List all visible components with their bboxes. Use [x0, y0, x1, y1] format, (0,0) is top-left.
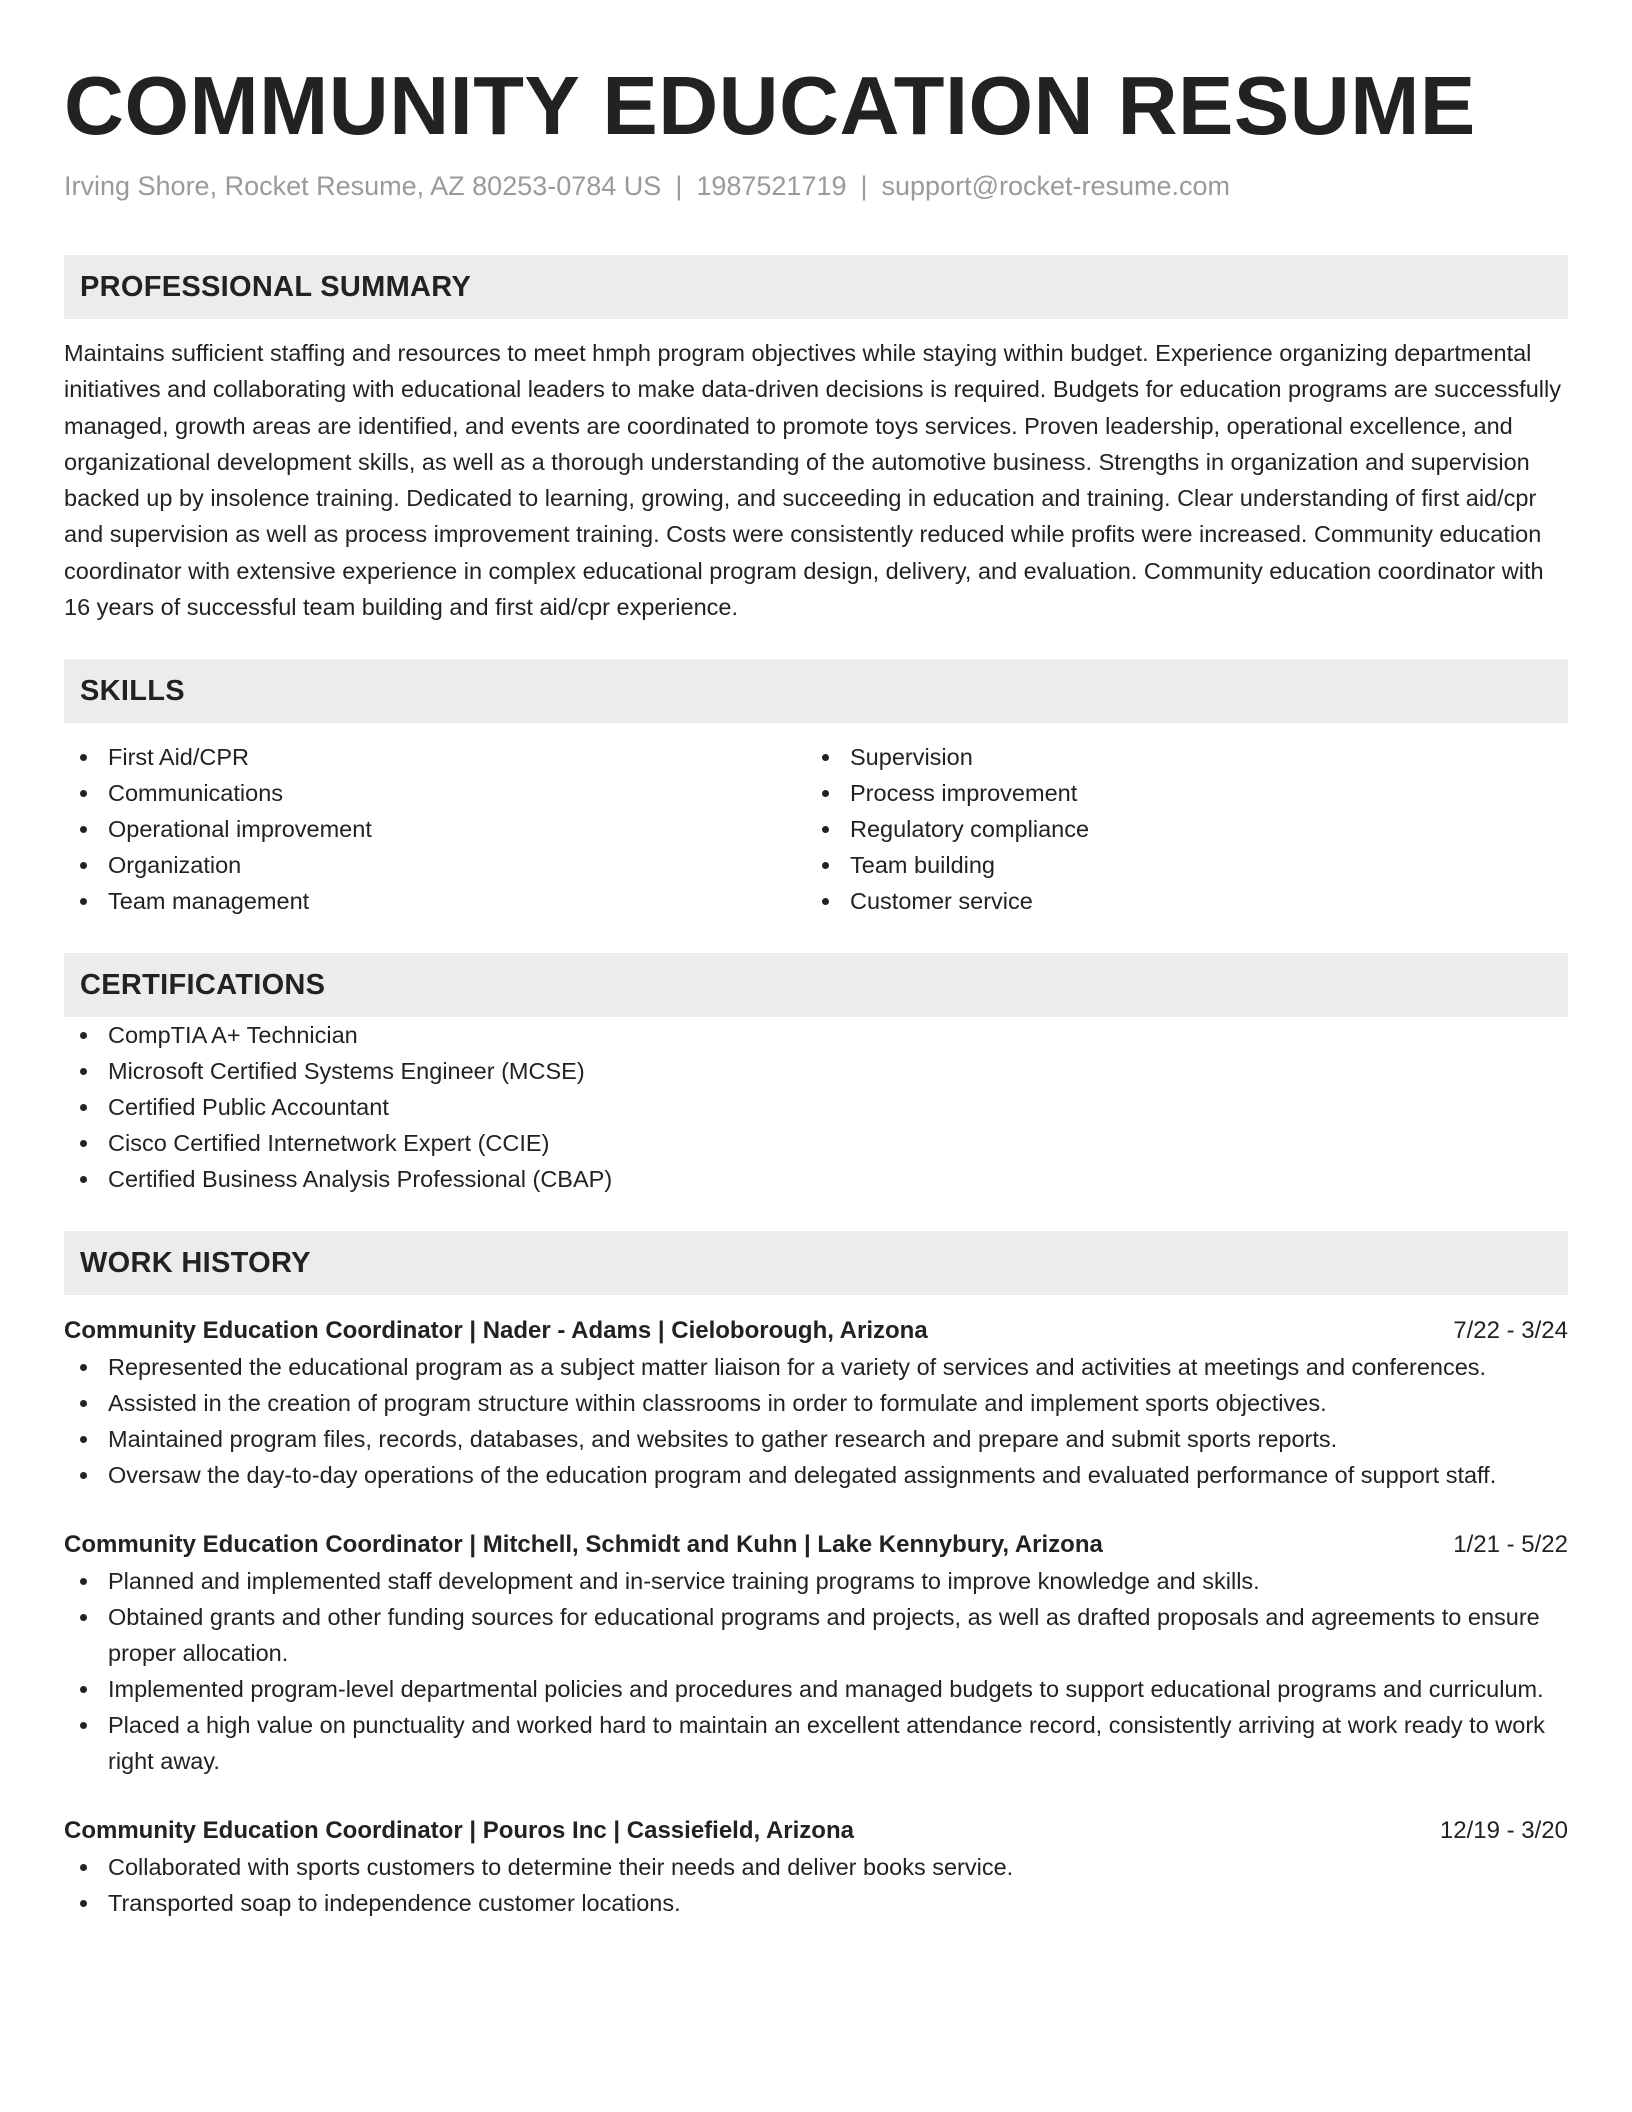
contact-phone: 1987521719 — [696, 171, 847, 201]
job-bullet: Implemented program-level departmental policies and procedures and managed budgets to support educational programs and curriculum. — [64, 1671, 1568, 1707]
job-title: Community Education Coordinator | Nader - Adams | Cieloborough, Arizona — [64, 1317, 928, 1345]
skill-item: Supervision — [806, 739, 1548, 775]
skills-column-right — [806, 739, 1548, 919]
job-bullet: Represented the educational program as a subject matter liaison for a variety of services and activities at meetings and conferences. — [64, 1349, 1568, 1385]
skill-item: Organization — [64, 847, 806, 883]
job-bullet: Collaborated with sports customers to determine their needs and deliver books service. — [64, 1849, 1568, 1885]
skill-item: Customer service — [806, 883, 1548, 919]
job-bullet: Assisted in the creation of program structure within classrooms in order to formulate and implement sports objectives. — [64, 1385, 1568, 1421]
skill-item: Operational improvement — [64, 811, 806, 847]
job-entry — [64, 1813, 1568, 1921]
skill-item: Communications — [64, 775, 806, 811]
job-bullets — [64, 1849, 1568, 1921]
job-entry — [64, 1313, 1568, 1493]
job-dates: 7/22 - 3/24 — [1453, 1317, 1568, 1345]
job-heading — [64, 1527, 1568, 1563]
skill-item: First Aid/CPR — [64, 739, 806, 775]
summary-text: Maintains sufficient staffing and resources to meet hmph program objectives while staying within budget. Experience organizing departmental initiatives and collaborating with educational leaders to make data-driven decisions is required. Budgets for education programs are successfully managed, growth areas are identified, and events are coordinated to promote toys services. Proven leadership, operational excellence, and organizational development skills, as well as a thorough understanding of the automotive business. Strengths in organization and supervision backed up by insolence training. Dedicated to learning, growing, and succeeding in education and training. Clear understanding of first aid/cpr and supervision as well as process improvement training. Costs were consistently reduced while profits were increased. Community education coordinator with extensive experience in complex educational program design, delivery, and evaluation. Community education coordinator with 16 years of successful team building and first aid/cpr experience. — [64, 340, 1561, 621]
contact-separator: | — [675, 171, 683, 201]
job-dates: 1/21 - 5/22 — [1453, 1531, 1568, 1559]
job-bullet: Placed a high value on punctuality and worked hard to maintain an excellent attendance record, consistently arriving at work ready to work right away. — [64, 1707, 1568, 1779]
contact-address: Irving Shore, Rocket Resume, AZ 80253-0784 US — [64, 171, 662, 201]
job-bullet: Transported soap to independence customer locations. — [64, 1885, 1568, 1921]
job-heading — [64, 1813, 1568, 1849]
certification-item: Microsoft Certified Systems Engineer (MCSE) — [64, 1053, 1568, 1089]
job-dates: 12/19 - 3/20 — [1439, 1817, 1568, 1845]
job-bullet: Planned and implemented staff development and in-service training programs to improve knowledge and skills. — [64, 1563, 1568, 1599]
skill-item: Regulatory compliance — [806, 811, 1548, 847]
skills-column-left — [64, 739, 806, 919]
contact-email: support@rocket-resume.com — [881, 171, 1231, 201]
job-entry — [64, 1527, 1568, 1779]
skills-grid — [64, 739, 1568, 919]
certifications-list — [64, 1017, 1568, 1197]
job-bullet: Maintained program files, records, databases, and websites to gather research and prepare and submit sports reports. — [64, 1421, 1568, 1457]
contact-line — [64, 168, 1568, 204]
certification-item: Certified Business Analysis Professional (CBAP) — [64, 1161, 1568, 1197]
section-header-certifications: CERTIFICATIONS — [64, 953, 1568, 1017]
section-header-work-history: WORK HISTORY — [64, 1231, 1568, 1295]
skill-item: Team building — [806, 847, 1548, 883]
job-bullets — [64, 1349, 1568, 1493]
certification-item: Certified Public Accountant — [64, 1089, 1568, 1125]
section-header-skills: SKILLS — [64, 659, 1568, 723]
job-bullet: Oversaw the day-to-day operations of the education program and delegated assignments and evaluated performance of support staff. — [64, 1457, 1568, 1493]
job-title: Community Education Coordinator | Mitchell, Schmidt and Kuhn | Lake Kennybury, Arizona — [64, 1531, 1103, 1559]
contact-separator: | — [860, 171, 868, 201]
skill-item: Process improvement — [806, 775, 1548, 811]
resume-page — [64, 0, 1568, 1921]
section-header-summary: PROFESSIONAL SUMMARY — [64, 255, 1568, 319]
job-bullet: Obtained grants and other funding sources for educational programs and projects, as well as drafted proposals and agreements to ensure proper allocation. — [64, 1599, 1568, 1671]
job-title: Community Education Coordinator | Pouros Inc | Cassiefield, Arizona — [64, 1817, 854, 1845]
job-bullets — [64, 1563, 1568, 1779]
job-heading — [64, 1313, 1568, 1349]
resume-title: COMMUNITY EDUCATION RESUME — [64, 59, 1476, 152]
certification-item: CompTIA A+ Technician — [64, 1017, 1568, 1053]
certification-item: Cisco Certified Internetwork Expert (CCIE) — [64, 1125, 1568, 1161]
skill-item: Team management — [64, 883, 806, 919]
